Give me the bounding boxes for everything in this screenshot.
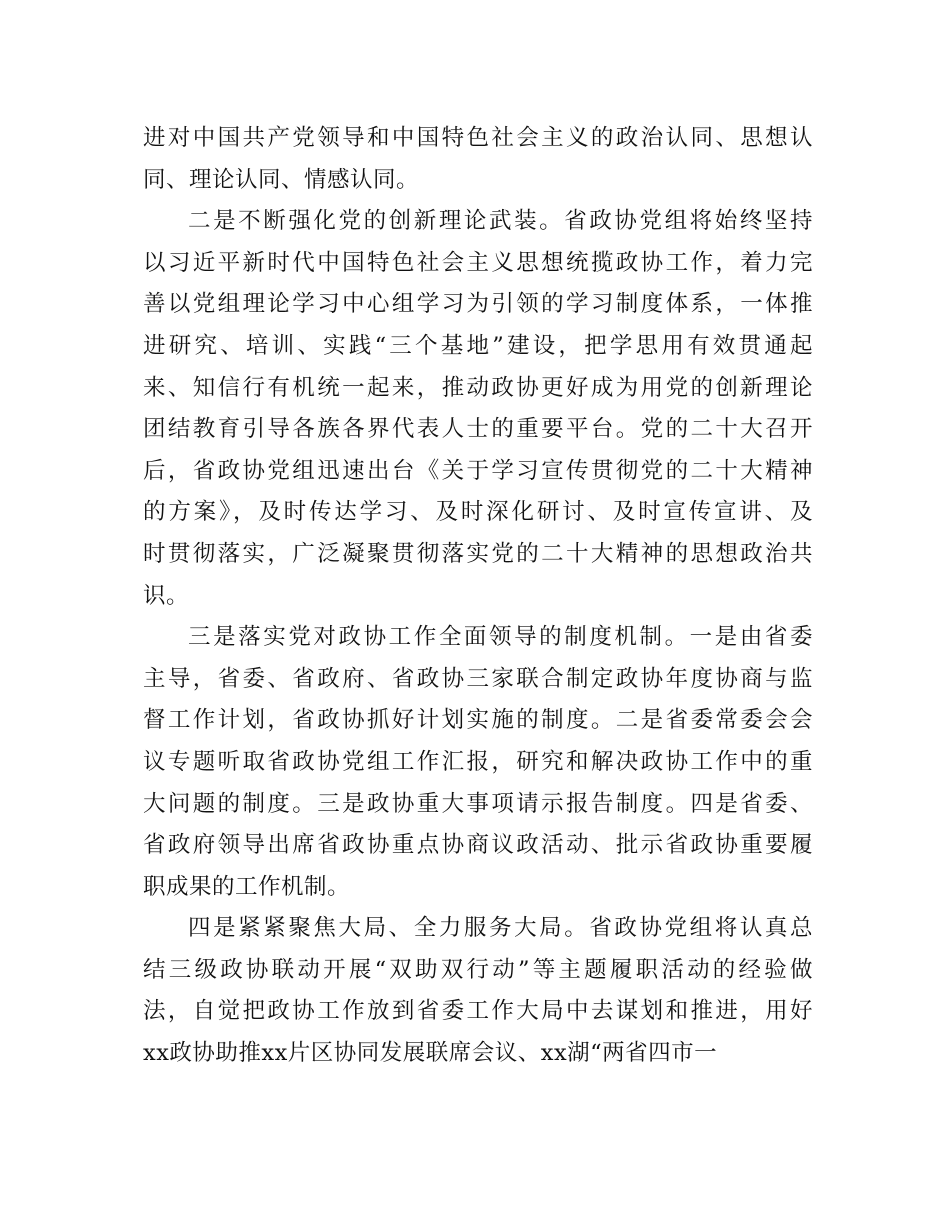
text-line: 三是落实党对政协工作全面领导的制度机制。一是由省委: [188, 624, 813, 651]
text-line: 四是紧紧聚焦大局、全力服务大局。省政协党组将认真总: [188, 915, 813, 942]
text-line: 时贯彻落实，广泛凝聚贯彻落实党的二十大精神的思想政治共: [143, 540, 813, 567]
text-line: 以习近平新时代中国特色社会主义思想统揽政协工作，着力完: [143, 249, 813, 276]
text-line: 法，自觉把政协工作放到省委工作大局中去谋划和推进，用好: [143, 998, 813, 1025]
paragraph-3: [143, 617, 813, 908]
text-line: 同、理论认同、情感认同。: [143, 166, 420, 193]
text-line: 善以党组理论学习中心组学习为引领的学习制度体系，一体推: [143, 291, 813, 318]
text-line: 进研究、培训、实践“三个基地”建设，把学思用有效贯通起: [143, 332, 813, 359]
paragraph-4: [143, 908, 813, 1074]
text-line: 结三级政协联动开展“双助双行动”等主题履职活动的经验做: [143, 956, 813, 983]
text-line: 督工作计划，省政协抓好计划实施的制度。二是省委常委会会: [143, 707, 813, 734]
text-line: xx政协助推xx片区协同发展联席会议、xx湖“两省四市一: [143, 1040, 718, 1067]
text-line: 识。: [143, 582, 190, 609]
text-line: 省政府领导出席省政协重点协商议政活动、批示省政协重要履: [143, 832, 813, 859]
text-line: 职成果的工作机制。: [143, 873, 351, 900]
text-line: 后，省政协党组迅速出台《关于学习宣传贯彻党的二十大精神: [143, 457, 813, 484]
document-body: [143, 118, 813, 1075]
text-line: 大问题的制度。三是政协重大事项请示报告制度。四是省委、: [143, 790, 813, 817]
text-line: 议专题听取省政协党组工作汇报，研究和解决政协工作中的重: [143, 748, 813, 775]
text-line: 团结教育引导各族各界代表人士的重要平台。党的二十大召开: [143, 416, 813, 443]
text-line: 进对中国共产党领导和中国特色社会主义的政治认同、思想认: [143, 125, 813, 151]
text-line: 主导，省委、省政府、省政协三家联合制定政协年度协商与监: [143, 665, 813, 692]
text-line: 二是不断强化党的创新理论武装。省政协党组将始终坚持: [188, 208, 813, 235]
text-line: 来、知信行有机统一起来，推动政协更好成为用党的创新理论: [143, 374, 813, 401]
paragraph-2: [143, 201, 813, 617]
text-line: 的方案》，及时传达学习、及时深化研讨、及时宣传宣讲、及: [143, 499, 813, 526]
paragraph-1: [143, 118, 813, 201]
